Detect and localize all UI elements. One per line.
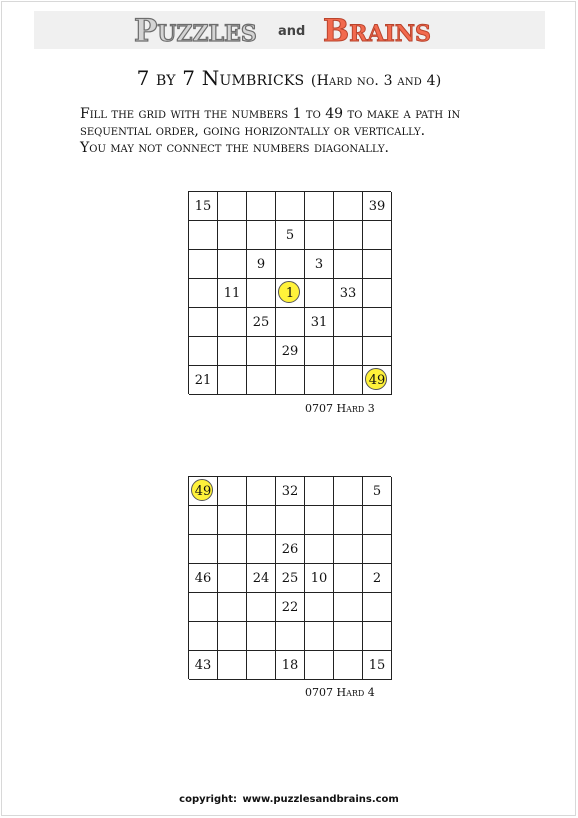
grid-cell[interactable]	[218, 192, 247, 221]
grid-cell[interactable]	[247, 564, 276, 593]
grid-cell[interactable]	[247, 250, 276, 279]
grid-cell[interactable]	[363, 622, 392, 651]
grid-cell[interactable]	[247, 279, 276, 308]
cell-number: 5	[285, 227, 295, 243]
cell-number: 1	[285, 285, 295, 301]
grid-cell[interactable]	[276, 593, 305, 622]
grid-cell[interactable]	[363, 308, 392, 337]
grid-cell[interactable]	[305, 192, 334, 221]
grid-cell[interactable]	[363, 593, 392, 622]
cell-number: 24	[252, 570, 270, 586]
grid-cell[interactable]	[247, 651, 276, 680]
grid-cell[interactable]	[189, 221, 218, 250]
grid-cell[interactable]	[363, 564, 392, 593]
cell-number: 49	[368, 372, 386, 388]
grid-cell[interactable]	[276, 221, 305, 250]
grid-cell[interactable]	[247, 622, 276, 651]
page-title	[0, 66, 578, 90]
grid-cell[interactable]	[276, 477, 305, 506]
cell-number: 5	[372, 483, 382, 499]
puzzle-caption-hard-3: 0707 Hard 3	[305, 402, 375, 415]
grid-cell[interactable]	[305, 308, 334, 337]
grid-cell[interactable]	[334, 651, 363, 680]
grid-cell[interactable]	[276, 651, 305, 680]
grid-cell[interactable]	[334, 308, 363, 337]
cell-number: 39	[368, 198, 386, 214]
cell-number: 3	[314, 256, 324, 272]
grid-cell[interactable]	[247, 366, 276, 395]
grid-cell[interactable]	[189, 279, 218, 308]
grid-cell[interactable]	[247, 477, 276, 506]
grid-cell[interactable]	[334, 279, 363, 308]
grid-cell[interactable]	[189, 651, 218, 680]
grid-cell[interactable]	[305, 506, 334, 535]
grid-cell[interactable]	[334, 250, 363, 279]
grid-cell[interactable]	[218, 564, 247, 593]
cell-number: 18	[281, 657, 299, 673]
grid-cell[interactable]	[189, 337, 218, 366]
grid-cell[interactable]	[218, 535, 247, 564]
grid-cell[interactable]	[189, 366, 218, 395]
grid-cell[interactable]	[218, 337, 247, 366]
grid-cell[interactable]	[189, 308, 218, 337]
grid-cell[interactable]	[363, 535, 392, 564]
grid-cell[interactable]	[305, 221, 334, 250]
grid-cell[interactable]	[189, 535, 218, 564]
grid-cell[interactable]	[276, 337, 305, 366]
grid-cell[interactable]	[305, 651, 334, 680]
grid-cell[interactable]	[305, 622, 334, 651]
grid-cell[interactable]	[363, 477, 392, 506]
grid-cell[interactable]	[189, 622, 218, 651]
cell-number: 46	[194, 570, 212, 586]
grid-cell[interactable]	[305, 564, 334, 593]
grid-cell[interactable]	[363, 250, 392, 279]
cell-number: 25	[281, 570, 299, 586]
grid-cell[interactable]	[363, 192, 392, 221]
grid-cell[interactable]	[218, 221, 247, 250]
grid-cell[interactable]	[334, 535, 363, 564]
cell-number: 21	[194, 372, 212, 388]
grid-cell[interactable]	[276, 250, 305, 279]
puzzle-grid-hard-3	[188, 191, 391, 394]
grid-cell[interactable]	[276, 279, 305, 308]
cell-number: 15	[194, 198, 212, 214]
grid-cell[interactable]	[276, 192, 305, 221]
instruction-line: You may not connect the numbers diagonally.	[80, 140, 389, 156]
cell-number: 10	[310, 570, 328, 586]
cell-number: 22	[281, 599, 299, 615]
grid-cell[interactable]	[334, 506, 363, 535]
grid-cell[interactable]	[276, 535, 305, 564]
brand-logo-brains: Brains	[323, 13, 431, 49]
grid-cell[interactable]	[305, 593, 334, 622]
grid-cell[interactable]	[218, 308, 247, 337]
grid-cell[interactable]	[305, 250, 334, 279]
grid-cell[interactable]	[247, 308, 276, 337]
puzzle-caption-hard-4: 0707 Hard 4	[305, 686, 375, 699]
instructions	[80, 106, 520, 157]
grid-cell[interactable]	[189, 477, 218, 506]
grid-cell[interactable]	[218, 593, 247, 622]
grid-cell[interactable]	[247, 535, 276, 564]
grid-cell[interactable]	[247, 192, 276, 221]
grid-cell[interactable]	[334, 221, 363, 250]
grid-cell[interactable]	[218, 279, 247, 308]
cell-number: 25	[252, 314, 270, 330]
page-title-sub: (Hard no. 3 and 4)	[310, 73, 442, 89]
grid-cell[interactable]	[247, 337, 276, 366]
cell-number: 31	[310, 314, 328, 330]
brand-logo-puzzles: Puzzles	[134, 13, 257, 49]
grid-cell[interactable]	[276, 366, 305, 395]
grid-cell[interactable]	[189, 192, 218, 221]
grid-cell[interactable]	[276, 564, 305, 593]
grid-cell[interactable]	[247, 506, 276, 535]
grid-cell[interactable]	[276, 506, 305, 535]
page-title-main: 7 by 7 Numbricks	[136, 66, 305, 90]
grid-cell[interactable]	[189, 593, 218, 622]
grid-cell[interactable]	[334, 622, 363, 651]
grid-cell[interactable]	[363, 506, 392, 535]
grid-cell[interactable]	[305, 477, 334, 506]
grid-cell[interactable]	[305, 366, 334, 395]
grid-cell[interactable]	[334, 564, 363, 593]
grid-cell[interactable]	[189, 250, 218, 279]
grid-cell[interactable]	[334, 366, 363, 395]
grid-cell[interactable]	[305, 337, 334, 366]
grid-cell[interactable]	[218, 622, 247, 651]
grid-cell[interactable]	[305, 535, 334, 564]
cell-number: 43	[194, 657, 212, 673]
grid-cell[interactable]	[218, 477, 247, 506]
brand-logo-and: and	[278, 24, 306, 39]
cell-number: 32	[281, 483, 299, 499]
grid-cell[interactable]	[247, 221, 276, 250]
grid-cell[interactable]	[334, 477, 363, 506]
grid-cell[interactable]	[276, 308, 305, 337]
cell-number: 33	[339, 285, 357, 301]
footer-copyright: copyright: www.puzzlesandbrains.com	[179, 794, 399, 805]
grid-cell[interactable]	[305, 279, 334, 308]
cell-number: 11	[223, 285, 241, 301]
cell-number: 15	[368, 657, 386, 673]
grid-cell[interactable]	[363, 366, 392, 395]
grid-cell[interactable]	[189, 564, 218, 593]
cell-number: 26	[281, 541, 299, 557]
cell-number: 49	[194, 483, 212, 499]
grid-cell[interactable]	[363, 337, 392, 366]
grid-cell[interactable]	[334, 192, 363, 221]
grid-cell[interactable]	[247, 593, 276, 622]
grid-cell[interactable]	[363, 279, 392, 308]
grid-cell[interactable]	[276, 622, 305, 651]
grid-cell[interactable]	[334, 593, 363, 622]
cell-number: 29	[281, 343, 299, 359]
cell-number: 9	[256, 256, 266, 272]
grid-cell[interactable]	[218, 651, 247, 680]
grid-cell[interactable]	[218, 506, 247, 535]
puzzle-grid-hard-4	[188, 476, 391, 679]
instruction-line: sequential order, going horizontally or vertically.	[80, 123, 426, 139]
grid-cell[interactable]	[218, 366, 247, 395]
grid-cell[interactable]	[189, 506, 218, 535]
cell-number: 2	[372, 570, 382, 586]
instruction-line: Fill the grid with the numbers 1 to 49 to make a path in	[80, 106, 461, 122]
grid-cell[interactable]	[363, 651, 392, 680]
grid-cell[interactable]	[363, 221, 392, 250]
grid-cell[interactable]	[334, 337, 363, 366]
grid-cell[interactable]	[218, 250, 247, 279]
